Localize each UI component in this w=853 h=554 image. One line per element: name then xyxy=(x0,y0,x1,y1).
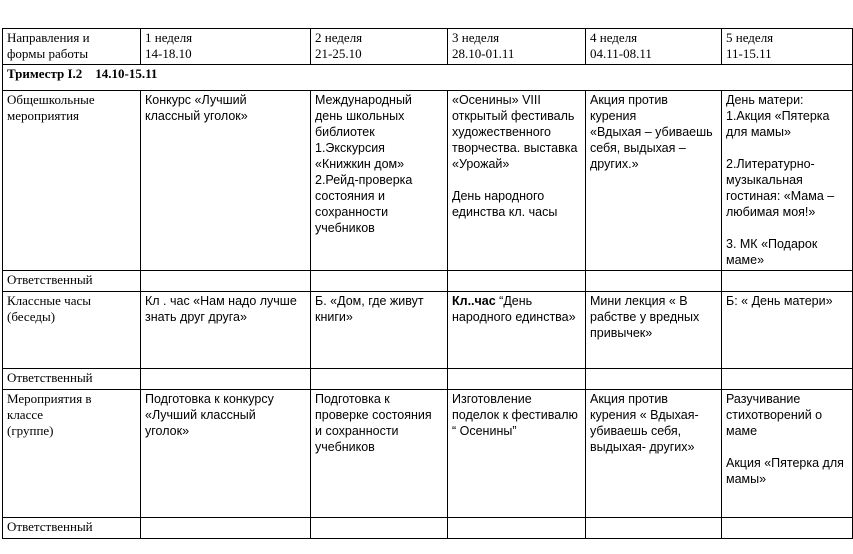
weekly-plan-table xyxy=(2,28,853,539)
cell-line: музыкальная xyxy=(726,173,803,187)
cell-line: для мамы» xyxy=(726,125,791,139)
cell-line: Подготовка к xyxy=(315,392,390,406)
row-label-class-hours xyxy=(3,292,141,369)
cell-line: маме xyxy=(726,424,758,438)
responsible-cell xyxy=(141,518,311,539)
header-directions-line: формы работы xyxy=(7,46,89,61)
cell-line: Подготовка к конкурсу xyxy=(145,392,274,406)
cell-school-week-5 xyxy=(722,91,853,271)
table-row-responsible xyxy=(3,271,853,292)
trimester-row xyxy=(3,65,853,91)
responsible-cell xyxy=(722,518,853,539)
cell-line: привычек» xyxy=(590,326,653,340)
cell-line: курения « Вдыхая- xyxy=(590,408,699,422)
header-week-5 xyxy=(722,29,853,65)
header-week-4 xyxy=(586,29,722,65)
cell-line: народного единства» xyxy=(452,310,576,324)
cell-gap xyxy=(726,439,848,455)
cell-gap xyxy=(726,140,848,156)
header-week-2 xyxy=(311,29,448,65)
cell-line: выдыхая- других» xyxy=(590,440,695,454)
cell-line: «Книжкин дом» xyxy=(315,157,405,171)
cell-line: и сохранности xyxy=(315,424,399,438)
cell-line: “ Осенины” xyxy=(452,424,517,438)
cell-line: мамы» xyxy=(726,472,767,486)
table-row-responsible xyxy=(3,518,853,539)
row-label-class-events xyxy=(3,390,141,518)
week-label: 4 неделя xyxy=(590,30,638,45)
cell-line: Конкурс «Лучший xyxy=(145,93,247,107)
week-label: 3 неделя xyxy=(452,30,500,45)
cell-line: 2.Рейд-проверка xyxy=(315,173,413,187)
cell-classhours-week-2 xyxy=(311,292,448,369)
cell-line: Акция против xyxy=(590,392,668,406)
cell-line: других.» xyxy=(590,157,639,171)
responsible-label: Ответственный xyxy=(3,518,141,539)
responsible-cell xyxy=(586,369,722,390)
responsible-cell xyxy=(141,369,311,390)
cell-line: рабстве у вредных xyxy=(590,310,700,324)
cell-line: художественного xyxy=(452,125,551,139)
cell-line: открытый фестиваль xyxy=(452,109,575,123)
cell-line: 3. МК «Подарок xyxy=(726,237,818,251)
cell-classhours-week-5 xyxy=(722,292,853,369)
cell-line: Б: « День матери» xyxy=(726,294,833,308)
cell-line: стихотворений о xyxy=(726,408,823,422)
header-week-3 xyxy=(448,29,586,65)
cell-line: убиваешь себя, xyxy=(590,424,682,438)
cell-line: День народного xyxy=(452,189,545,203)
table-header-row xyxy=(3,29,853,65)
header-directions-line: Направления и xyxy=(7,30,90,45)
cell-line: Акция против xyxy=(590,93,668,107)
cell-line: поделок к фестивалю xyxy=(452,408,578,422)
header-directions-cell xyxy=(3,29,141,65)
row-label-line: Мероприятия в xyxy=(7,391,92,406)
cell-school-week-4 xyxy=(586,91,722,271)
responsible-cell xyxy=(448,518,586,539)
cell-line: уголок» xyxy=(145,424,190,438)
row-label-line: Общешкольные xyxy=(7,92,95,107)
week-dates: 11-15.11 xyxy=(726,46,772,61)
cell-line: Разучивание xyxy=(726,392,801,406)
table-row-class-hours xyxy=(3,292,853,369)
responsible-cell xyxy=(311,369,448,390)
cell-line: учебников xyxy=(315,440,375,454)
cell-classhours-week-4 xyxy=(586,292,722,369)
responsible-cell xyxy=(586,271,722,292)
cell-line: гостиная: «Мама – xyxy=(726,189,835,203)
cell-line: Кл . час «Нам надо лучше xyxy=(145,294,297,308)
cell-gap xyxy=(452,172,581,188)
cell-line: учебников xyxy=(315,221,375,235)
cell-line: Мини лекция « В xyxy=(590,294,688,308)
cell-inclass-week-5 xyxy=(722,390,853,518)
bold-class-hour: Кл..час xyxy=(452,294,496,308)
cell-gap xyxy=(726,220,848,236)
week-label: 1 неделя xyxy=(145,30,193,45)
responsible-cell xyxy=(141,271,311,292)
responsible-cell xyxy=(311,518,448,539)
table-row-responsible xyxy=(3,369,853,390)
cell-line: творчества. выставка xyxy=(452,141,578,155)
cell-line: 1.Экскурсия xyxy=(315,141,385,155)
cell-line: состояния и xyxy=(315,189,386,203)
cell-line: Б. «Дом, где живут xyxy=(315,294,424,308)
cell-line-rest: “День xyxy=(495,294,533,308)
cell-inclass-week-2 xyxy=(311,390,448,518)
responsible-cell xyxy=(311,271,448,292)
cell-line: Международный xyxy=(315,93,412,107)
cell-line: «Лучший классный xyxy=(145,408,256,422)
cell-line: «Урожай» xyxy=(452,157,510,171)
cell-line: сохранности xyxy=(315,205,389,219)
cell-line: знать друг друга» xyxy=(145,310,247,324)
responsible-cell xyxy=(586,518,722,539)
cell-inclass-week-3 xyxy=(448,390,586,518)
week-dates: 28.10-01.11 xyxy=(452,46,515,61)
cell-line: 1.Акция «Пятерка xyxy=(726,109,830,123)
cell-school-week-2 xyxy=(311,91,448,271)
row-label-line: Классные часы xyxy=(7,293,91,308)
row-label-line: (группе) xyxy=(7,423,54,438)
responsible-cell xyxy=(448,271,586,292)
cell-line: любимая моя!» xyxy=(726,205,816,219)
week-dates: 21-25.10 xyxy=(315,46,362,61)
cell-line: библиотек xyxy=(315,125,375,139)
row-label-line: (беседы) xyxy=(7,309,56,324)
week-label: 5 неделя xyxy=(726,30,774,45)
cell-line: себя, выдыхая – xyxy=(590,141,686,155)
cell-line: «Вдыхая – убиваешь xyxy=(590,125,713,139)
cell-classhours-week-1 xyxy=(141,292,311,369)
cell-line: 2.Литературно- xyxy=(726,157,815,171)
cell-inclass-week-1 xyxy=(141,390,311,518)
header-week-1 xyxy=(141,29,311,65)
responsible-label: Ответственный xyxy=(3,369,141,390)
trimester-title: Триместр I.2 14.10-15.11 xyxy=(7,66,158,81)
week-dates: 04.11-08.11 xyxy=(590,46,652,61)
responsible-cell xyxy=(722,369,853,390)
trimester-cell xyxy=(3,65,853,91)
cell-school-week-1 xyxy=(141,91,311,271)
cell-line: единства кл. часы xyxy=(452,205,558,219)
cell-line: проверке состояния xyxy=(315,408,432,422)
cell-school-week-3 xyxy=(448,91,586,271)
responsible-label: Ответственный xyxy=(3,271,141,292)
responsible-cell xyxy=(722,271,853,292)
cell-line: «Осенины» VIII xyxy=(452,93,541,107)
cell-inclass-week-4 xyxy=(586,390,722,518)
cell-line-first xyxy=(452,293,581,309)
cell-line: день школьных xyxy=(315,109,405,123)
cell-classhours-week-3 xyxy=(448,292,586,369)
week-dates: 14-18.10 xyxy=(145,46,192,61)
cell-line: классный уголок» xyxy=(145,109,248,123)
row-label-line: классе xyxy=(7,407,44,422)
responsible-cell xyxy=(448,369,586,390)
cell-line: книги» xyxy=(315,310,353,324)
cell-line: маме» xyxy=(726,253,765,267)
cell-line: курения xyxy=(590,109,637,123)
cell-line: День матери: xyxy=(726,93,804,107)
cell-line: Изготовление xyxy=(452,392,532,406)
table-row-school-events xyxy=(3,91,853,271)
row-label-line: мероприятия xyxy=(7,108,80,123)
week-label: 2 неделя xyxy=(315,30,363,45)
row-label-school-events xyxy=(3,91,141,271)
table-row-class-events xyxy=(3,390,853,518)
cell-line: Акция «Пятерка для xyxy=(726,456,844,470)
